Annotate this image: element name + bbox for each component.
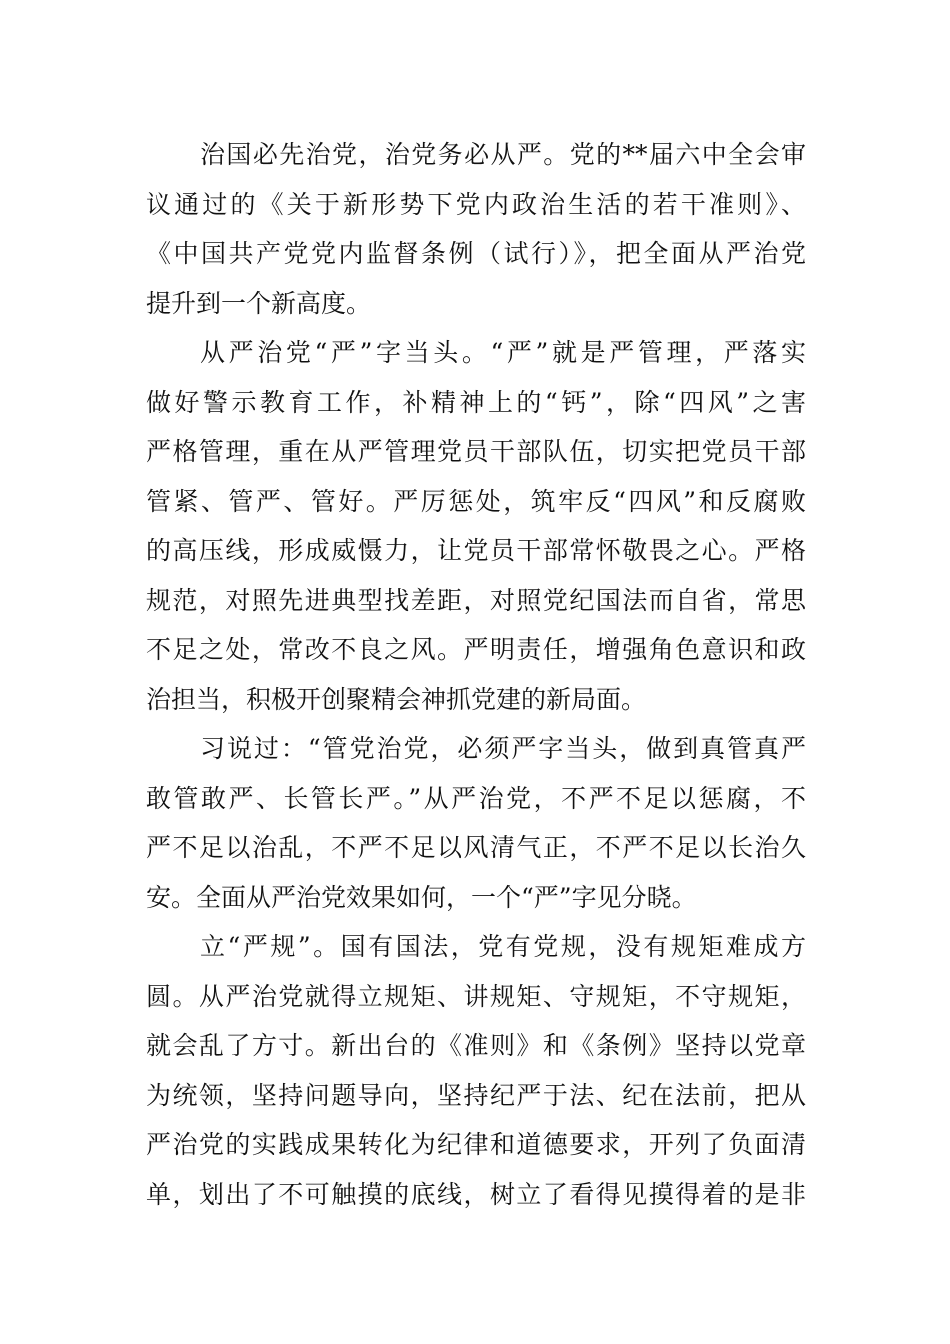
text-line: 立“严规”。国有国法，党有党规，没有规矩难成方 [200,932,806,961]
text-line: 安。全面从严治党效果如何，一个“严”字见分晓。 [146,883,697,912]
text-line: 习说过：“管党治党，必须严字当头，做到真管真严 [200,734,806,763]
text-line: 《中国共产党党内监督条例（试行）》，把全面从严治党 [146,239,806,268]
text-line: 治国必先治党，治党务必从严。党的**届六中全会审 [200,140,806,169]
text-line: 单，划出了不可触摸的底线，树立了看得见摸得着的是非 [146,1180,806,1209]
text-line: 严治党的实践成果转化为纪律和道德要求，开列了负面清 [146,1130,806,1159]
text-line: 管紧、管严、管好。严厉惩处，筑牢反“四风”和反腐败 [146,487,806,516]
text-line: 规范，对照先进典型找差距，对照党纪国法而自省，常思 [146,586,806,615]
text-line: 的高压线，形成威慑力，让党员干部常怀敬畏之心。严格 [146,536,806,565]
text-line: 严不足以治乱，不严不足以风清气正，不严不足以长治久 [146,833,806,862]
text-line: 不足之处，常改不良之风。严明责任，增强角色意识和政 [146,635,806,664]
text-line: 提升到一个新高度。 [146,289,372,318]
text-line: 圆。从严治党就得立规矩、讲规矩、守规矩，不守规矩， [146,982,806,1011]
text-line: 做好警示教育工作，补精神上的“钙”，除“四风”之害 [146,388,806,417]
text-line: 就会乱了方寸。新出台的《准则》和《条例》坚持以党章 [146,1031,806,1060]
text-line: 为统领，坚持问题导向，坚持纪严于法、纪在法前，把从 [146,1081,806,1110]
text-line: 严格管理，重在从严管理党员干部队伍，切实把党员干部 [146,437,806,466]
text-line: 敢管敢严、长管长严。”从严治党，不严不足以惩腐，不 [146,784,806,813]
text-line: 从严治党“严”字当头。“严”就是严管理，严落实 [200,338,806,367]
text-line: 议通过的《关于新形势下党内政治生活的若干准则》、 [146,190,806,219]
text-line: 治担当，积极开创聚精会神抓党建的新局面。 [146,685,647,714]
